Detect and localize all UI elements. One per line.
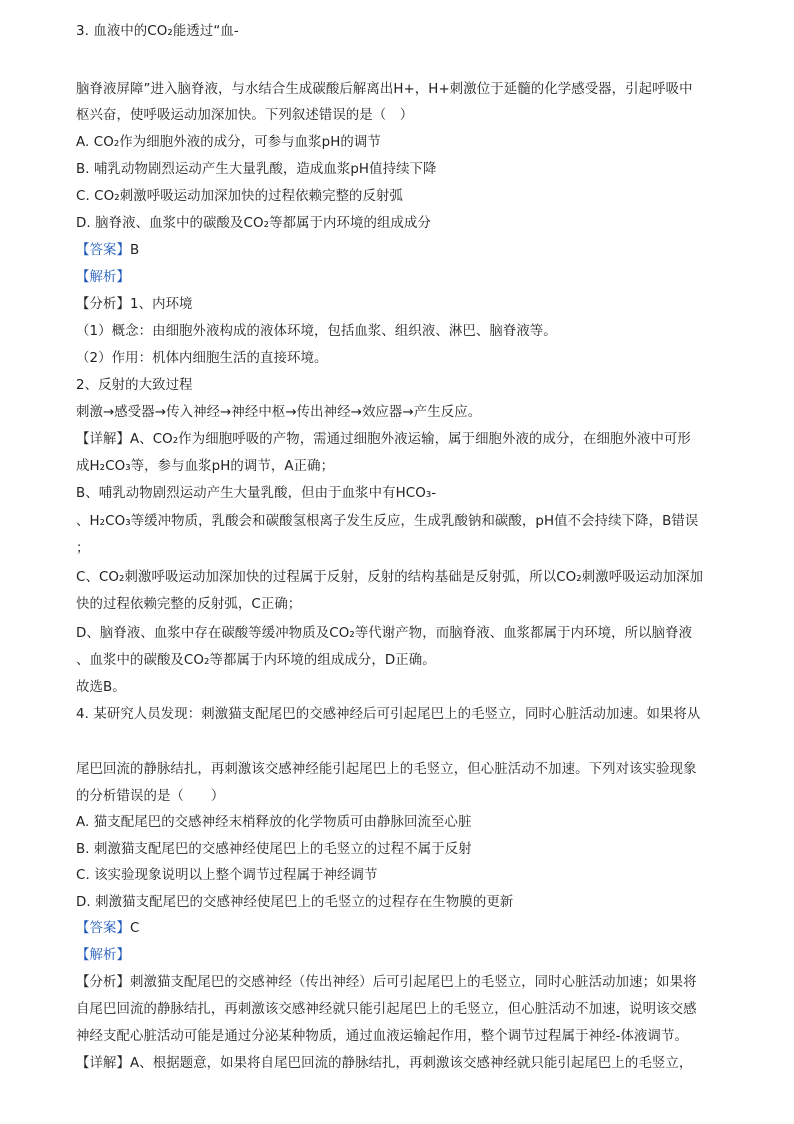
q3-option-c: C. CO₂刺激呼吸运动加深加快的过程依赖完整的反射弧: [76, 189, 404, 204]
q3-detail-line2: 成H₂CO₃等，参与血浆pH的调节，A正确；: [76, 459, 335, 474]
q3-title: 3. 血液中的CO₂能透过“血-: [76, 24, 239, 39]
q4-fenxi-line1: [76, 973, 734, 993]
q3-stem-line3: 枢兴奋，使呼吸运动加深加快。下列叙述错误的是（ ）: [76, 108, 414, 123]
q3-detail-line4: 、H₂CO₃等缓冲物质，乳酸会和碳酸氢根离子发生反应，生成乳酸钠和碳酸，pH值不会持续下降，B错误: [76, 514, 699, 529]
q3-detail-line8: D、脑脊液、血浆中存在碳酸等缓冲物质及CO₂等代谢产物，而脑脊液、血浆都属于内环境，所以脑脊液: [76, 626, 693, 641]
q3-fenxi-tag: 【分析】: [76, 297, 130, 312]
q4-fenxi-text1: 刺激猫支配尾巴的交感神经（传出神经）后可引起尾巴上的毛竖立，同时心脏活动加速；如果将: [129, 975, 697, 990]
q3-answer-tag: 【答案】: [76, 243, 130, 258]
q3-fenxi-line2: （1）概念：由细胞外液构成的液体环境，包括血浆、组织液、淋巴、脑脊液等。: [76, 324, 557, 339]
q4-answer-tag: 【答案】: [76, 921, 130, 936]
q4-option-c: C. 该实验现象说明以上整个调节过程属于神经调节: [76, 868, 378, 883]
q3-analysis-heading: [76, 268, 734, 288]
q3-option-b: B. 哺乳动物剧烈运动产生大量乳酸，造成血浆pH值持续下降: [76, 162, 437, 177]
q4-fenxi-tag: 【分析】: [76, 975, 130, 990]
q4-analysis-heading: [76, 946, 734, 966]
q3-fenxi-line5: 刺激→感受器→传入神经→神经中枢→传出神经→效应器→产生反应。: [76, 405, 482, 420]
q4-detail-text1: A、根据题意，如果将自尾巴回流的静脉结扎，再刺激该交感神经就只能引起尾巴上的毛竖立，: [129, 1056, 693, 1071]
q4-answer-value: C: [129, 921, 140, 936]
q4-stem-line3: 的分析错误的是（ ）: [76, 789, 225, 804]
q3-option-a: A. CO₂作为细胞外液的成分，可参与血浆pH的调节: [76, 135, 381, 150]
q4-answer-line: [76, 919, 734, 939]
q3-detail-line9: 、血浆中的碳酸及CO₂等都属于内环境的组成成分，D正确。: [76, 653, 436, 668]
q4-detail-tag: 【详解】: [76, 1056, 130, 1071]
q4-detail-line1: [76, 1054, 734, 1074]
q3-answer-line: [76, 241, 734, 261]
q4-fenxi-line3: 神经支配心脏活动可能是通过分泌某种物质，通过血液运输起作用，整个调节过程属于神经-体液调节。: [76, 1029, 689, 1044]
q3-detail-text1: A、CO₂作为细胞呼吸的产物，需通过细胞外液运输，属于细胞外液的成分，在细胞外液中可形: [129, 432, 691, 447]
q4-option-b: B. 刺激猫支配尾巴的交感神经使尾巴上的毛竖立的过程不属于反射: [76, 842, 472, 857]
q3-answer-value: B: [129, 243, 140, 258]
q3-fenxi-line3: （2）作用：机体内细胞生活的直接环境。: [76, 351, 328, 366]
q3-detail-line5: ；: [76, 541, 90, 556]
q3-fenxi-line4: 2、反射的大致过程: [76, 378, 193, 393]
q4-fenxi-line2: 自尾巴回流的静脉结扎，再刺激该交感神经就只能引起尾巴上的毛竖立，但心脏活动不加速，说明该交感: [76, 1002, 697, 1017]
q3-detail-tag: 【详解】: [76, 432, 130, 447]
q3-detail-line6: C、CO₂刺激呼吸运动加深加快的过程属于反射，反射的结构基础是反射弧，所以CO₂刺激呼吸运动加深加: [76, 570, 704, 585]
q3-conclusion: 故选B。: [76, 680, 126, 695]
q3-detail-line1: [76, 430, 734, 450]
q3-fenxi-line1: [76, 295, 734, 315]
q3-stem-line2: 脑脊液屏障”进入脑脊液，与水结合生成碳酸后解离出H+，H+刺激位于延髓的化学感受器，引起呼吸中: [76, 82, 693, 97]
q4-option-a: A. 猫支配尾巴的交感神经末梢释放的化学物质可由静脉回流至心脏: [76, 815, 472, 830]
q3-fenxi-text1: 1、内环境: [129, 297, 193, 312]
q4-option-d: D. 刺激猫支配尾巴的交感神经使尾巴上的毛竖立的过程存在生物膜的更新: [76, 895, 514, 910]
q4-title: 4. 某研究人员发现：刺激猫支配尾巴的交感神经后可引起尾巴上的毛竖立，同时心脏活动加速。如果将从: [76, 707, 701, 722]
q3-detail-line7: 快的过程依赖完整的反射弧，C正确；: [76, 597, 302, 612]
q3-option-d: D. 脑脊液、血浆中的碳酸及CO₂等都属于内环境的组成成分: [76, 216, 431, 231]
q3-detail-line3: B、哺乳动物剧烈运动产生大量乳酸，但由于血浆中有HCO₃-: [76, 486, 437, 501]
q3-analysis-tag: 【解析】: [76, 270, 130, 285]
q4-analysis-tag: 【解析】: [76, 948, 130, 963]
q4-stem-line2: 尾巴回流的静脉结扎，再刺激该交感神经能引起尾巴上的毛竖立，但心脏活动不加速。下列对该实验现象: [76, 762, 697, 777]
